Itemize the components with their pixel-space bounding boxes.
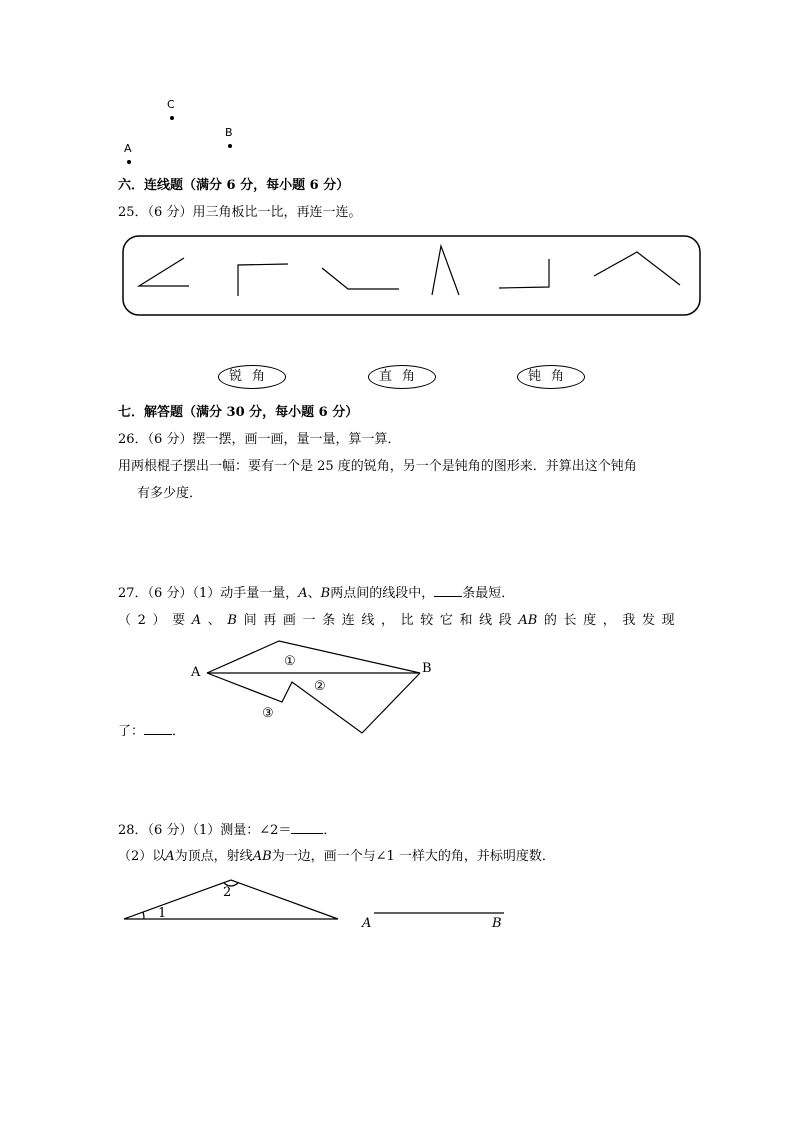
q27-l2-c27: 发	[642, 613, 656, 628]
q27-l2-c14: ，	[380, 613, 394, 628]
q28-angle1-label: 1	[158, 906, 167, 921]
q28-ray-a-label: A	[362, 916, 372, 931]
q27-fig-label-2: ②	[314, 679, 326, 694]
q27-l2-c11: 条	[322, 613, 336, 628]
q27-l2-c26: 我	[622, 613, 636, 628]
q27-l2-c5: 、	[207, 613, 221, 628]
q27-sep: 、	[307, 586, 321, 601]
q27-fig-label-3: ③	[262, 706, 274, 721]
q27-line1-e: 两点间的线段中，	[330, 586, 435, 601]
q27-fig-label-1: ①	[284, 654, 296, 669]
q28-line2-a: （2）以	[118, 849, 166, 864]
q27-l2-c17: 它	[439, 613, 453, 628]
q27-line1-f: 条最短．	[462, 586, 515, 601]
q27-l2-c4: A	[191, 613, 202, 628]
q27-fig-b-label: B	[422, 661, 432, 676]
point-c-label: C	[167, 98, 175, 111]
option-obtuse-angle[interactable]: 钝角	[517, 365, 585, 389]
q26-line3: 有多少度．	[137, 486, 203, 501]
q27-l2-c19: 线	[479, 613, 493, 628]
q27-l2-c18: 和	[459, 613, 473, 628]
section-7-title: 七．解答题（满分 30 分，每小题 6 分）	[118, 405, 359, 420]
q28-angle2-label: 2	[223, 885, 232, 900]
section-6-title: 六．连线题（满分 6 分，每小题 6 分）	[118, 178, 350, 193]
q27-l2-c3: 要	[172, 613, 186, 628]
q26-text: 26．（6 分）摆一摆，画一画，量一量，算一算．	[118, 432, 401, 447]
q26-line2: 用两根棍子摆出一幅：要有一个是 25 度的锐角，另一个是钝角的图形来．并算出这个钝角	[118, 459, 637, 474]
q28-line2-e: 为一边，画一个与∠1 一样大的角，并标明度数．	[271, 849, 555, 864]
q27-point-b: B	[320, 586, 331, 601]
q28-line2-b: A	[165, 849, 175, 864]
option-acute-angle[interactable]: 锐角	[218, 365, 286, 389]
q27-l2-c25: ，	[602, 613, 616, 628]
q28-angle1-arc	[143, 912, 144, 919]
point-a-label: A	[124, 142, 132, 155]
q27-l2-c20: 段	[498, 613, 512, 628]
point-b-label: B	[225, 126, 233, 139]
q27-l2-c7: 间	[243, 613, 257, 628]
q27-l2-c9: 画	[282, 613, 296, 628]
q27-l2-c23: 长	[563, 613, 577, 628]
q28-line2-c: 为顶点，射线	[174, 849, 253, 864]
q27-line3-b: ．	[172, 724, 186, 739]
q28-line1-a: 28．（6 分）（1）测量：∠2＝	[118, 823, 292, 838]
q27-l2-c13: 线	[361, 613, 375, 628]
q27-l2-c24: 度	[583, 613, 597, 628]
q27-line1-a: 27．（6 分）（1）动手量一量，	[118, 586, 299, 601]
q27-l2-c16: 较	[420, 613, 434, 628]
q27-l2-c8: 再	[263, 613, 277, 628]
q25-text: 25．（6 分）用三角板比一比，再连一连。	[118, 205, 362, 220]
q27-l2-c10: 一	[302, 613, 316, 628]
q27-l2-c15: 比	[400, 613, 414, 628]
q28-line1-b: ．	[323, 823, 337, 838]
q27-l2-c22: 的	[543, 613, 557, 628]
q27-l2-c12: 连	[341, 613, 355, 628]
option-right-angle[interactable]: 直角	[368, 365, 436, 389]
q27-l2-c2: ）	[152, 613, 166, 628]
q27-line3-a: 了：	[118, 724, 145, 739]
q27-l2-c28: 现	[661, 613, 675, 628]
q27-fig-a-label: A	[191, 665, 201, 680]
q27-point-a: A	[298, 586, 308, 601]
q28-line2-d: AB	[252, 849, 272, 864]
q27-l2-c6: B	[227, 613, 237, 628]
q27-l2-c1: 2	[137, 613, 146, 628]
q28-ray-b-label: B	[492, 916, 502, 931]
q27-l2-c0: （	[118, 613, 132, 628]
q27-l2-c21: AB	[518, 613, 538, 628]
